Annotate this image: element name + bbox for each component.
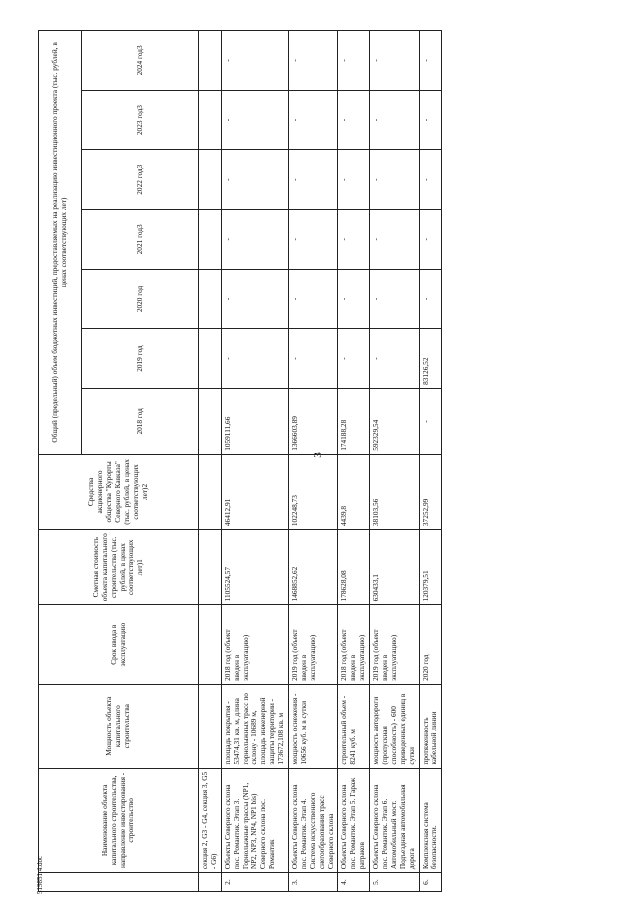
row-year-value: - (419, 31, 442, 91)
row-number: 2. (221, 873, 288, 892)
row-year-value: - (419, 150, 442, 210)
row-year-value: - (289, 150, 338, 210)
row-commission-term: 2020 год (419, 605, 442, 685)
continuation-text: секция 2, G3 - G4, секция 3, G5 - G6) (199, 768, 222, 873)
header-year: 2019 год (82, 329, 199, 389)
row-year-value: - (370, 90, 419, 150)
row-year-value: - (289, 269, 338, 329)
table-row (370, 31, 419, 892)
row-company-funds: 4439,8 (338, 454, 370, 529)
page-number: 3 (312, 452, 324, 458)
row-year-value: - (289, 31, 338, 91)
header-year: 2023 год3 (82, 90, 199, 150)
row-year-value: - (419, 269, 442, 329)
row-year-value: - (419, 388, 442, 454)
row-year-value: - (221, 90, 288, 150)
row-capacity: мощность автодороги (пропускная способность) - 600 приведенных единиц в сутки (370, 684, 419, 768)
table-row (419, 31, 442, 892)
row-year-value: - (338, 150, 370, 210)
investment-table (36, 30, 442, 895)
header-year: 2018 год (82, 388, 199, 454)
header-capacity: Мощность объекта капитального строительства (39, 684, 199, 768)
table-header-top (39, 31, 82, 892)
row-commission-term: 2018 год (объект введен в эксплуатацию) (221, 605, 288, 685)
row-year-value: - (338, 31, 370, 91)
row-capacity: протяженность кабельной линии (419, 684, 442, 768)
row-year-value: 83126,52 (419, 329, 442, 389)
row-year-value: - (370, 210, 419, 270)
row-year-value: - (338, 329, 370, 389)
row-year-value: - (370, 269, 419, 329)
header-year: 2021 год3 (82, 210, 199, 270)
row-name: Объекты Северного склона пос. Романтик. Этап 3. Горнолыжные трассы (NP1, NP2, NP3, NP4, NP1 bis) Северного склона пос. Романтик (221, 768, 288, 873)
header-year: 2022 год3 (82, 150, 199, 210)
row-year-value: - (221, 31, 288, 91)
table-row (289, 31, 338, 892)
row-year-value: - (338, 210, 370, 270)
row-estimated-cost: 120379,51 (419, 530, 442, 605)
header-year: 2020 год (82, 269, 199, 329)
row-number: 5. (370, 873, 419, 892)
row-number: 6. (419, 873, 442, 892)
row-estimated-cost: 1468852,62 (289, 530, 338, 605)
table-wrapper (36, 30, 606, 895)
header-company-funds: Средства акционерного общества "Курорты Северного Кавказа" (тыс. рублей, в ценах соответствующих лет)2 (39, 454, 199, 529)
row-commission-term: 2018 год (объект введен в эксплуатацию) (338, 605, 370, 685)
row-year-value: - (370, 329, 419, 389)
rotated-table-container (36, 30, 606, 895)
row-year-value: - (338, 269, 370, 329)
row-year-value: 174188,28 (338, 388, 370, 454)
row-company-funds: 102248,73 (289, 454, 338, 529)
row-year-value: - (289, 329, 338, 389)
row-estimated-cost: 630433,1 (370, 530, 419, 605)
row-company-funds: 37252,99 (419, 454, 442, 529)
row-year-value: - (338, 90, 370, 150)
row-year-value: - (419, 210, 442, 270)
table-row (338, 31, 370, 892)
row-commission-term: 2019 год (объект введен в эксплуатацию) (289, 605, 338, 685)
header-year: 2024 год3 (82, 31, 199, 91)
row-year-value: - (289, 210, 338, 270)
header-name: Наименование объекта капитального строительства, направление инвестирования - строительство (39, 768, 199, 873)
document-code-wrap (10, 855, 70, 895)
document-code: 519851 4.doc (36, 855, 44, 895)
row-company-funds: 46412,91 (221, 454, 288, 529)
row-company-funds: 38103,56 (370, 454, 419, 529)
header-estimated-cost: Сметная стоимость объекта капитального строительства (тыс. рублей, в ценах соответствующих лет)1 (39, 530, 199, 605)
table-row (221, 31, 288, 892)
row-year-value: - (370, 31, 419, 91)
row-capacity: строительный объем - 8241 куб. м (338, 684, 370, 768)
row-year-value: 592329,54 (370, 388, 419, 454)
row-estimated-cost: 178628,08 (338, 530, 370, 605)
header-commission-term: Срок ввода в эксплуатацию (39, 605, 199, 685)
row-year-value: - (370, 150, 419, 210)
row-year-value: - (221, 329, 288, 389)
row-year-value: - (221, 269, 288, 329)
row-name: Комплексная система безопасности. (419, 768, 442, 873)
row-name: Объекты Северного склона пос. Романтик. Этап 4. Система искусственного снегообразования трасс Северного склона (289, 768, 338, 873)
row-year-value: - (289, 90, 338, 150)
row-commission-term: 2019 год (объект введен в эксплуатацию) (370, 605, 419, 685)
row-number: 3. (289, 873, 338, 892)
header-budget-group: Общий (предельный) объем бюджетных инвестиций, предоставляемых на реализацию инвестиционного проекта (тыс. рублей, в ценах соответствующих лет) (39, 31, 82, 455)
row-year-value: - (221, 210, 288, 270)
row-year-value: 1059111,66 (221, 388, 288, 454)
row-capacity: мощность оснежения - 10656 куб. м в сутки (289, 684, 338, 768)
row-year-value: - (221, 150, 288, 210)
row-number: 4. (338, 873, 370, 892)
row-year-value: 1366603,89 (289, 388, 338, 454)
row-name: Объекты Северного склона пос. Романтик. Этап 5. Гараж ратраков (338, 768, 370, 873)
row-name: Объекты Северного склона пос. Романтик. Этап 6. Автомобильный мост. Подъездная автомобильная дорога (370, 768, 419, 873)
row-estimated-cost: 1105524,57 (221, 530, 288, 605)
table-row-continuation (199, 31, 222, 892)
row-capacity: площадь покрытия - 53474,31 кв. м, длина горнолыжных трасс по склону - 10689 м, площадь инженерной защиты территории - 173672,108 кв. м (221, 684, 288, 768)
row-year-value: - (419, 90, 442, 150)
